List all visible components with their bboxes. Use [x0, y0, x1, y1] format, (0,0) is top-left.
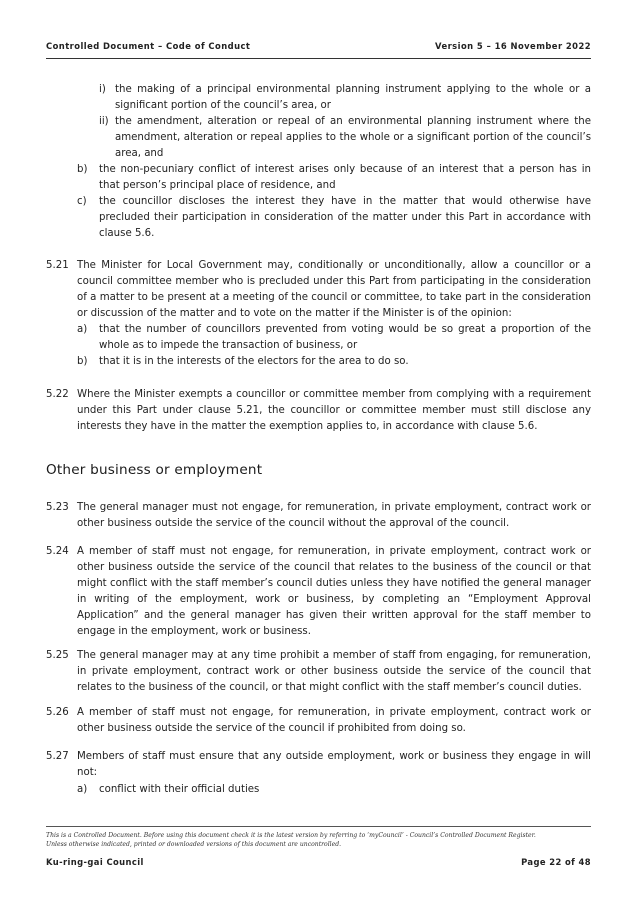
list-marker: ii): [99, 116, 109, 127]
list-item: the councillor discloses the interest they have in the matter that would otherwise have precluded their participation in consideration of the matter under this Part in accordance with clause 5.6.: [99, 196, 591, 239]
list-marker: b): [77, 356, 88, 367]
clause-text: The general manager may at any time prohibit a member of staff from engaging, for remuneration, in private employment, contract work or other business outside the service of the council that relates to the business of the council, or that might conflict with the staff member’s council duties.: [77, 650, 591, 693]
list-item: the making of a principal environmental planning instrument applying to the whole or a significant portion of the council’s area, or: [115, 84, 591, 111]
footer-organisation: Ku-ring-gai Council: [46, 857, 144, 867]
list-marker: b): [77, 164, 88, 175]
list-item: that it is in the interests of the electors for the area to do so.: [99, 356, 409, 367]
list-marker: a): [77, 324, 88, 335]
clause-text: The general manager must not engage, for remuneration, in private employment, contract work or other business outside the service of the council without the approval of the council.: [77, 502, 591, 529]
clause-text: A member of staff must not engage, for remuneration, in private employment, contract work or other business outside the service of the council if prohibited from doing so.: [77, 707, 591, 734]
header-document-title: Controlled Document – Code of Conduct: [46, 41, 251, 51]
clause-number: 5.23: [46, 502, 69, 513]
footer-divider: [46, 826, 591, 827]
footer-note-line: This is a Controlled Document. Before using this document check it is the latest version by referring to ‘myCouncil’ - Council’s Controlled Document Register.: [46, 832, 536, 839]
clause-text: The Minister for Local Government may, conditionally or unconditionally, allow a councillor or a council committee member who is precluded under this Part from participating in the consideration of a matter to be present at a meeting of the council or committee, to take part in the consideration or discussion of the matter and to vote on the matter if the Minister is of the opinion:: [77, 260, 591, 319]
list-marker: a): [77, 784, 88, 795]
footer-page-number: Page 22 of 48: [521, 857, 591, 867]
clause-number: 5.22: [46, 389, 69, 400]
list-item: that the number of councillors prevented from voting would be so great a proportion of the whole as to impede the transaction of business, or: [99, 324, 591, 351]
footer-note-line: Unless otherwise indicated, printed or downloaded versions of this document are uncontrolled.: [46, 841, 342, 848]
clause-number: 5.27: [46, 751, 69, 762]
list-marker: c): [77, 196, 87, 207]
clause-number: 5.26: [46, 707, 69, 718]
footer-controlled-note: [46, 831, 591, 849]
section-heading: Other business or employment: [46, 462, 263, 478]
list-marker: i): [99, 84, 106, 95]
list-item: the amendment, alteration or repeal of an environmental planning instrument where the amendment, alteration or repeal applies to the whole or a significant portion of the council’s area, and: [115, 116, 591, 159]
clause-text: Where the Minister exempts a councillor or committee member from complying with a requirement under this Part under clause 5.21, the councillor or committee member must still disclose any interests they have in the matter the exemption applies to, in accordance with clause 5.6.: [77, 389, 591, 432]
clause-text: A member of staff must not engage, for remuneration, in private employment, contract work or other business outside the service of the council that relates to the business of the council or that might conflict with the staff member’s council duties unless they have notified the general manager in writing of the employment, work or business, by completing an “Employment Approval Application” and the general manager has given their written approval for the staff member to engage in the employment, work or business.: [77, 546, 591, 637]
list-item: the non-pecuniary conflict of interest arises only because of an interest that a person has in that person’s principal place of residence, and: [99, 164, 591, 191]
list-item: conflict with their official duties: [99, 784, 260, 795]
clause-number: 5.21: [46, 260, 69, 271]
header-version: Version 5 – 16 November 2022: [435, 41, 591, 51]
clause-text: Members of staff must ensure that any outside employment, work or business they engage in will not:: [77, 751, 591, 778]
clause-number: 5.24: [46, 546, 69, 557]
clause-number: 5.25: [46, 650, 69, 661]
page-header: [46, 40, 591, 59]
